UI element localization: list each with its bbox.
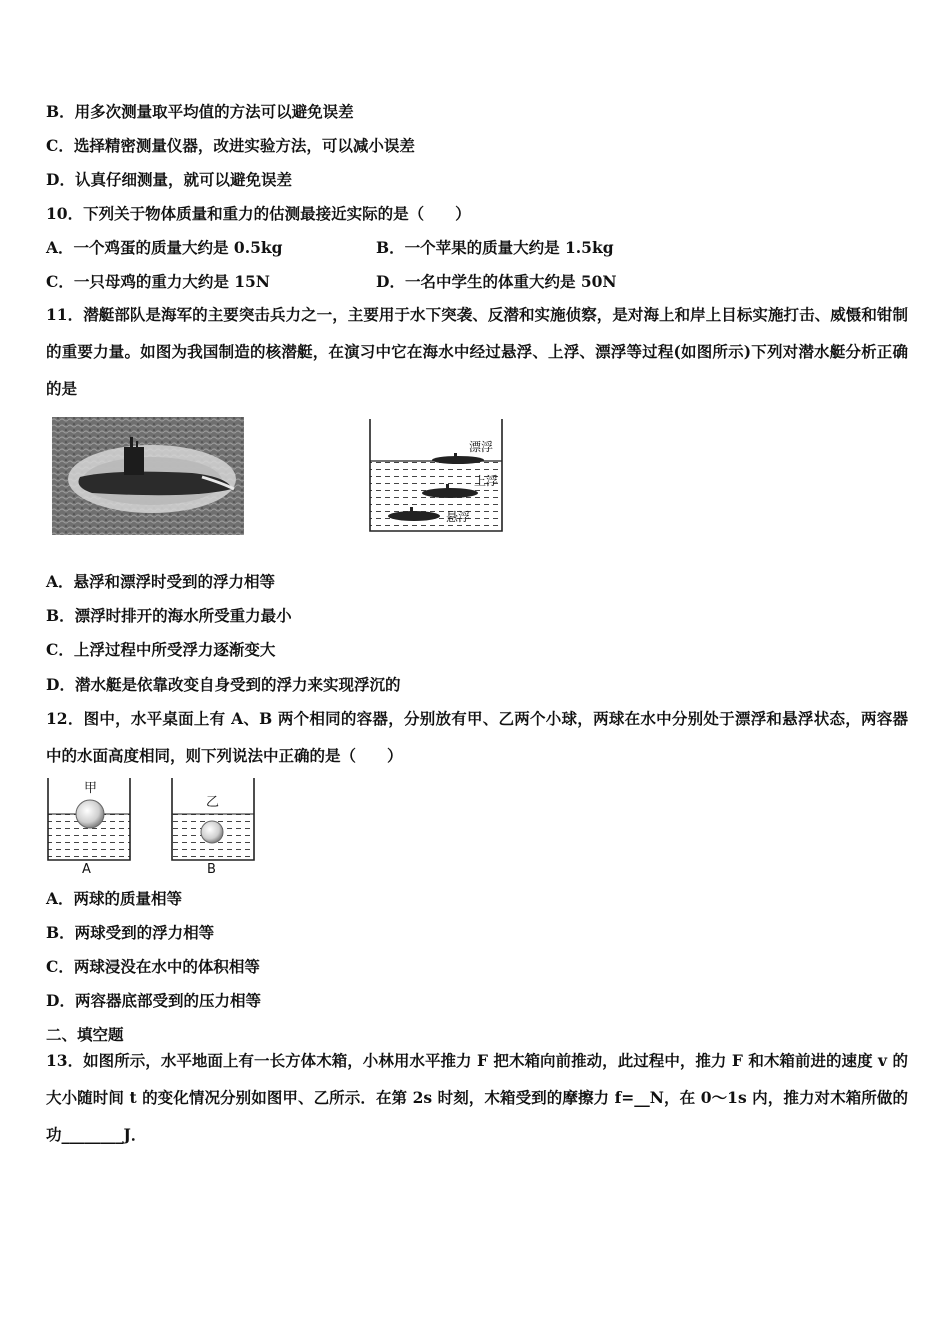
q9-option-c: C．选择精密测量仪器，改进实验方法，可以减小误差 [46, 136, 415, 155]
floating-label: 漂浮 [469, 440, 494, 454]
q9-option-d: D．认真仔细测量，就可以避免误差 [46, 170, 292, 189]
q11-option-c: C．上浮过程中所受浮力逐渐变大 [46, 640, 276, 659]
ball-b-label: 乙 [206, 795, 220, 810]
suspended-label: 悬浮 [446, 510, 471, 524]
q10-option-c: C．一只母鸡的重力大约是 15N [46, 272, 270, 291]
q12-option-d: D．两容器底部受到的压力相等 [46, 991, 261, 1010]
containers-diagram [46, 776, 258, 874]
q9-option-b: B．用多次测量取平均值的方法可以避免误差 [46, 102, 354, 121]
q12-option-c: C．两球浸没在水中的体积相等 [46, 957, 260, 976]
q12-option-b: B．两球受到的浮力相等 [46, 923, 215, 942]
q10-option-b: B．一个苹果的质量大约是 1.5kg [376, 238, 614, 257]
submarine-photo [52, 417, 244, 535]
submarine-states-diagram [366, 417, 506, 535]
q10-option-d: D．一名中学生的体重大约是 50N [376, 272, 617, 291]
q11-option-d: D．潜水艇是依靠改变自身受到的浮力来实现浮沉的 [46, 675, 401, 694]
q10-option-a: A．一个鸡蛋的质量大约是 0.5kg [46, 238, 283, 257]
q13-stem: 13．如图所示，水平地面上有一长方体木箱，小林用水平推力 F 把木箱向前推动，此过程中，推力 F 和木箱前进的速度 v 的大小随时间 t 的变化情况分别如图甲、乙所示．在第 2s 时刻，木箱受到的摩擦力 f=__N，在 0～1s 内，推力对木箱所做的功________J． [46, 1051, 908, 1144]
ball-a-label: 甲 [84, 781, 98, 796]
q11-option-a: A．悬浮和漂浮时受到的浮力相等 [46, 572, 276, 591]
container-a-label: A [82, 862, 91, 874]
section-title: 二、填空题 [46, 1025, 124, 1044]
q12-stem: 12．图中，水平桌面上有 A、B 两个相同的容器，分别放有甲、乙两个小球，两球在水中分别处于漂浮和悬浮状态，两容器中的水面高度相同，则下列说法中正确的是（ ） [46, 709, 908, 765]
q12-option-a: A．两球的质量相等 [46, 889, 183, 908]
container-b-label: B [207, 862, 216, 874]
q10-stem: 10．下列关于物体质量和重力的估测最接近实际的是（ ） [46, 204, 471, 223]
q11-option-b: B．漂浮时排开的海水所受重力最小 [46, 606, 292, 625]
rising-label: 上浮 [474, 474, 499, 488]
q11-stem: 11．潜艇部队是海军的主要突击兵力之一，主要用于水下突袭、反潜和实施侦察，是对海上和岸上目标实施打击、威慑和钳制的重要力量。如图为我国制造的核潜艇，在演习中它在海水中经过悬浮、上浮、漂浮等过程(如图所示)下列对潜水艇分析正确的是 [46, 305, 908, 398]
